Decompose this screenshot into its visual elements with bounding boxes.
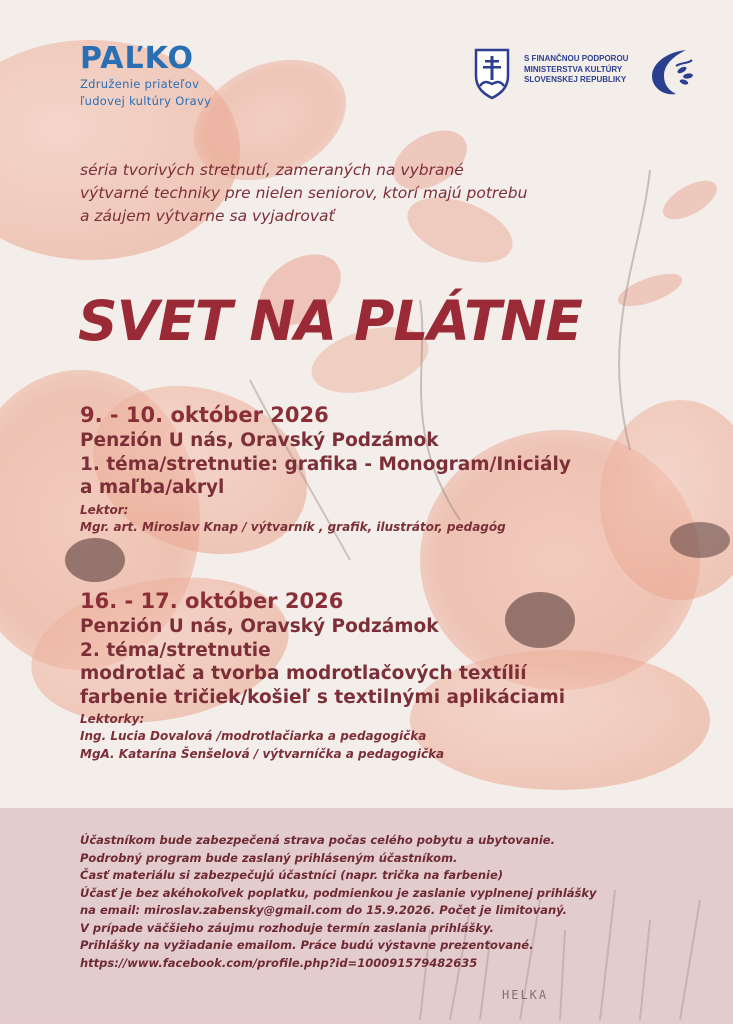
event-2-topic-line1: 2. téma/stretnutie [80, 639, 271, 661]
intro-line3: a záujem výtvarne sa vyjadrovať [80, 207, 335, 225]
event-1-date: 9. - 10. október 2026 [80, 403, 329, 427]
event-2-topic-line3: farbenie tričiek/košieľ s textilnými aplikáciami [80, 686, 566, 708]
intro-line2: výtvarné techniky pre nielen seniorov, ktorí majú potrebu [80, 184, 528, 202]
event-1-topic-line2: a maľba/akryl [80, 477, 225, 498]
event-1-lector: Mgr. art. Miroslav Knap / výtvarník , grafik, ilustrátor, pedagóg [80, 519, 506, 534]
footer-facebook-link[interactable]: https://www.facebook.com/profile.php?id=100091579482635 [80, 955, 478, 970]
event-2 [80, 588, 720, 763]
slovak-coat-of-arms-icon [472, 46, 512, 100]
palko-org-line2: ľudovej kultúry Oravy [80, 94, 212, 108]
page-title: SVET NA PLÁTNE [78, 289, 582, 353]
event-2-lector-2: MgA. Katarína Šenšelová / výtvarníčka a pedagogička [80, 747, 445, 761]
footer-line-2: Podrobný program bude zaslaný prihláseným účastníkom. [80, 850, 458, 865]
event-2-topic-line2: modrotlač a tvorba modrotlačových textílií [80, 663, 527, 684]
painter-signature: HELKA [502, 988, 549, 1002]
ministry-logo [472, 44, 697, 104]
footer-line-6: V prípade väčšieho záujmu rozhoduje termín zaslania prihlášky. [80, 920, 494, 935]
ministry-emblem-icon [646, 46, 696, 98]
event-2-place: Penzión U nás, Oravský Podzámok [80, 616, 439, 637]
palko-logo [80, 41, 212, 108]
palko-org-line1: Združenie priateľov [80, 77, 200, 91]
footer-line-4: Účasť je bez akéhokoľvek poplatku, podmienkou je zaslanie vyplnenej prihlášky [80, 885, 597, 900]
event-2-lector-1: Ing. Lucia Dovalová /modrotlačiarka a pedagogička [80, 729, 427, 743]
event-1-topic-line1: 1. téma/stretnutie: grafika - Monogram/Iniciály [80, 453, 571, 475]
event-1-place: Penzión U nás, Oravský Podzámok [80, 430, 439, 451]
footer-line-7: Prihlášky na vyžiadanie emailom. Práce budú výstavne prezentované. [80, 938, 534, 952]
ministry-line3: SLOVENSKEJ REPUBLIKY [524, 75, 627, 84]
intro-text [80, 159, 640, 228]
footer-line-3: Časť materiálu si zabezpečujú účastníci (napr. trička na farbenie) [80, 868, 504, 882]
intro-line1: séria tvorivých stretnutí, zameraných na vybrané [80, 161, 464, 179]
footer-line-1: Účastníkom bude zabezpečená strava počas celého pobytu a ubytovanie. [80, 833, 555, 847]
event-2-date: 16. - 17. október 2026 [80, 589, 344, 613]
event-2-lector-label: Lektorky: [80, 712, 145, 726]
event-1 [80, 402, 720, 536]
footer-info [80, 832, 700, 972]
ministry-line1: S FINANČNOU PODPOROU [524, 54, 629, 63]
ministry-line2: MINISTERSTVA KULTÚRY [524, 64, 623, 74]
footer-line-5: na email: miroslav.zabensky@gmail.com do 15.9.2026. Počet je limitovaný. [80, 903, 567, 917]
event-1-lector-label: Lektor: [80, 502, 129, 517]
palko-logo-word: PAĽKO [80, 41, 194, 76]
